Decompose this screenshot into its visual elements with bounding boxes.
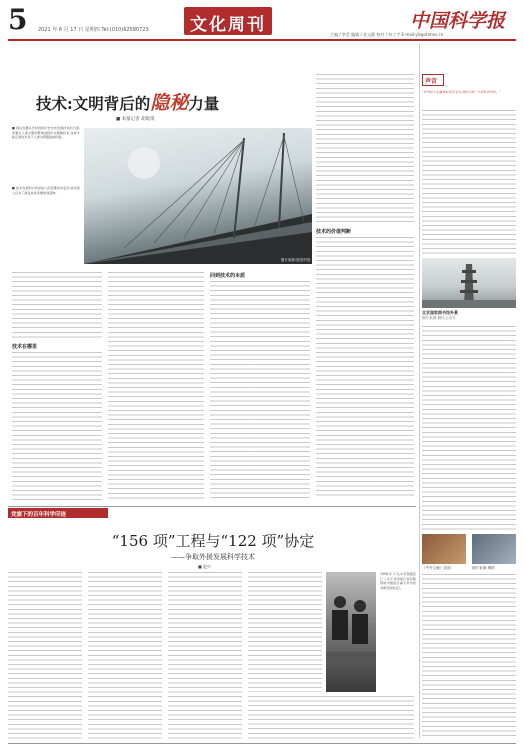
lead-photo: [84, 128, 312, 264]
article-title: [36, 88, 219, 115]
body-column-2: [108, 272, 204, 502]
subhead-1: 技术在哪里: [12, 344, 38, 350]
pullquote-1: ■ 我们需要从长时段的历史中去发现技术的力量,需要从人类文明的整体进程中去理解技术,这样才能正视技术对于人类文明演进的价值。: [12, 126, 80, 140]
banner-box: [8, 508, 108, 518]
photo-caption-2: 图片来源:微信公众号: [422, 316, 456, 320]
section-title-box: [184, 7, 272, 35]
title-suffix: 力量: [188, 94, 220, 113]
editors-line: 主编 / 李芸 编辑 / 张文静 校对 / 何工宇 E-mail:yli@stimes.cn: [330, 32, 444, 37]
bottom-photo-caption: 1958 年 1 月,中苏两国签订《关于共同进行和苏联帮助中国进行重大科学技术研究的协定》。: [380, 572, 416, 591]
column-divider-1: [419, 44, 420, 738]
body-column-1b: [12, 352, 102, 502]
section-title: 文化周刊: [190, 15, 266, 35]
quote-note: “读书是人生最美好的事,它让我们看到一个更好的世界。”: [422, 90, 501, 94]
subhead-3: 技术的价值判断: [316, 229, 352, 235]
body-column-1: [12, 272, 102, 340]
title-prefix: 技术:文明背后的: [36, 94, 151, 113]
date-line: 2021 年 6 月 17 日 星期四 Tel:(010)62580723: [38, 27, 149, 33]
photo-caption-1: 北京国家图书馆外景: [422, 310, 458, 315]
book-caption-2: 图片来源:网络: [472, 566, 495, 570]
book-cover-1: [422, 534, 466, 564]
continuation-text-1: [316, 74, 414, 224]
photo-caption: 图片来源:视觉中国: [280, 258, 310, 262]
right-text-2: [422, 326, 516, 532]
banner-label: 党旗下的百年科学印迹: [11, 511, 67, 518]
lead-article: [8, 44, 313, 504]
continuation-text-2: [316, 237, 414, 499]
bottom-byline: ■ 赵兴: [198, 564, 212, 569]
section-label-box: [422, 74, 444, 86]
right-text-3: [422, 574, 516, 736]
page-bottom-rule: [8, 743, 516, 744]
bottom-col-1: [8, 572, 82, 740]
library-photo: [422, 258, 516, 308]
bridge-photo-illustration: [84, 128, 312, 264]
bottom-col-3: [168, 572, 242, 740]
book-caption-1: 《中外文献》封面: [422, 566, 451, 570]
continuation-column: [316, 44, 416, 504]
page-number: 5: [8, 3, 28, 36]
right-column: [422, 44, 520, 742]
signing-photo-illustration: [326, 572, 376, 692]
pullquote-2: ■ 技术发展的方向是由人的需要来决定的,技术是人们为了满足自身需要的创造物。: [12, 186, 80, 195]
bottom-divider: [8, 506, 416, 507]
masthead-logo: 中国科学报: [410, 10, 506, 32]
bottom-title: “156 项”工程与“122 项”协定: [111, 532, 315, 550]
bottom-article: [8, 508, 416, 742]
subhead-2: 回到技术的本质: [210, 273, 246, 279]
book-cover-2: [472, 534, 516, 564]
tower-illustration: [422, 258, 516, 308]
title-emphasis: 隐秘: [150, 92, 189, 114]
bottom-col-2: [88, 572, 162, 740]
header-rule: [8, 39, 516, 41]
bottom-col-5: [248, 696, 414, 740]
body-column-3: [210, 281, 310, 502]
page-header: [0, 0, 524, 42]
article-byline: ■ 本报记者 胡珉琦: [116, 117, 155, 122]
bottom-subtitle: ——争取外援发展科学技术: [171, 553, 255, 561]
right-text-1: [422, 110, 516, 256]
bottom-photo: [326, 572, 376, 692]
bottom-col-4: [248, 572, 322, 692]
section-label: 声音: [425, 78, 438, 85]
